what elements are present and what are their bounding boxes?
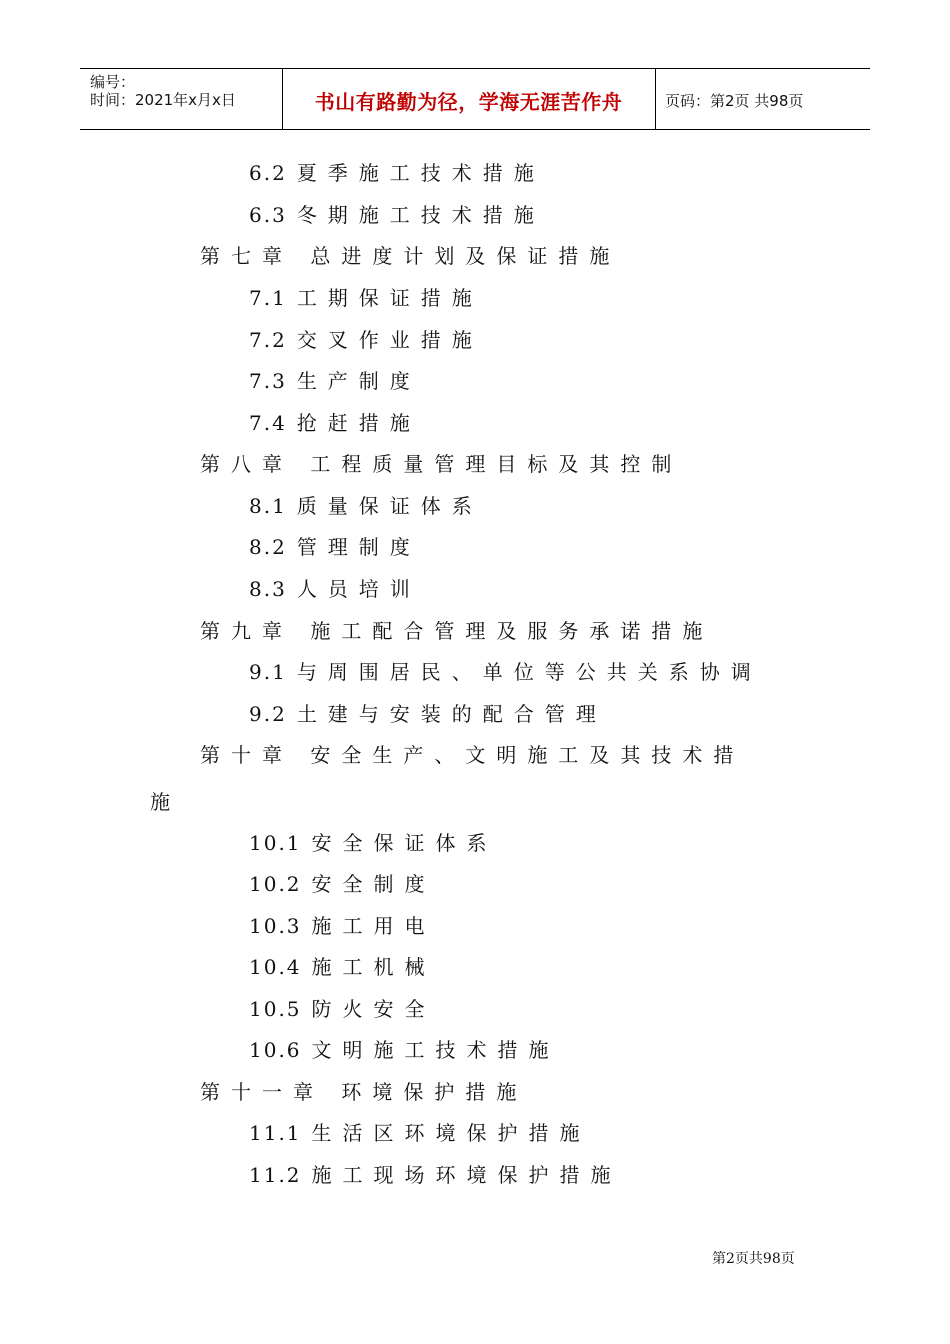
toc-item-number: 10.3 bbox=[249, 914, 302, 938]
toc-item-text: 与周围居民、单位等公共关系协调 bbox=[296, 660, 762, 684]
toc-chapter-text: 第九章 施工配合管理及服务承诺措施 bbox=[200, 619, 714, 643]
toc-item-number: 8.2 bbox=[249, 535, 287, 559]
toc-item-text: 冬期施工技术措施 bbox=[296, 203, 545, 227]
toc-item bbox=[249, 914, 436, 938]
toc-item bbox=[249, 161, 545, 185]
toc-item bbox=[249, 535, 421, 559]
toc-item-number: 7.2 bbox=[249, 328, 287, 352]
time-label: 时间：2021年x月x日 bbox=[90, 91, 236, 109]
toc-chapter-text: 第十章 安全生产、文明施工及其技术措 bbox=[200, 743, 745, 767]
toc-item-number: 11.2 bbox=[249, 1163, 302, 1187]
toc-item-text: 质量保证体系 bbox=[296, 494, 483, 518]
toc-item-number: 8.1 bbox=[249, 494, 287, 518]
toc-chapter bbox=[200, 743, 744, 767]
toc-item-number: 10.1 bbox=[249, 831, 302, 855]
toc-item-text: 安全制度 bbox=[311, 872, 436, 896]
toc-chapter-text: 施 bbox=[150, 790, 181, 814]
toc-item-number: 8.3 bbox=[249, 577, 287, 601]
toc-chapter bbox=[200, 452, 682, 476]
toc-item-text: 工期保证措施 bbox=[296, 286, 483, 310]
header-info-cell bbox=[80, 69, 283, 129]
toc-item-text: 施工用电 bbox=[311, 914, 436, 938]
toc-item bbox=[249, 1163, 622, 1187]
toc-chapter-continuation bbox=[150, 790, 181, 814]
toc-item-text: 防火安全 bbox=[311, 997, 436, 1021]
toc-item bbox=[249, 872, 436, 896]
toc-item-number: 9.2 bbox=[249, 702, 287, 726]
toc-item bbox=[249, 702, 607, 726]
toc-item bbox=[249, 1038, 560, 1062]
toc-item-text: 管理制度 bbox=[296, 535, 421, 559]
toc-item-number: 6.2 bbox=[249, 161, 287, 185]
toc-item-number: 11.1 bbox=[249, 1121, 302, 1145]
header-page-cell bbox=[655, 69, 870, 129]
toc-item bbox=[249, 328, 483, 352]
toc-item-number: 7.1 bbox=[249, 286, 287, 310]
toc-item-number: 7.4 bbox=[249, 411, 287, 435]
toc-item-number: 6.3 bbox=[249, 203, 287, 227]
number-label: 编号： bbox=[90, 73, 136, 91]
header-page-info: 页码：第2页 共98页 bbox=[665, 92, 804, 110]
toc-item-text: 安全保证体系 bbox=[311, 831, 498, 855]
toc-chapter bbox=[200, 619, 713, 643]
toc-chapter-text: 第七章 总进度计划及保证措施 bbox=[200, 244, 621, 268]
toc-chapter-text: 第十一章 环境保护措施 bbox=[200, 1080, 528, 1104]
toc-item-text: 施工现场环境保护措施 bbox=[311, 1163, 622, 1187]
toc-item bbox=[249, 203, 545, 227]
toc-item bbox=[249, 369, 421, 393]
toc-item-number: 10.2 bbox=[249, 872, 302, 896]
toc-chapter bbox=[200, 244, 620, 268]
toc-item-number: 10.6 bbox=[249, 1038, 302, 1062]
toc-item-text: 生产制度 bbox=[296, 369, 421, 393]
toc-item bbox=[249, 997, 436, 1021]
toc-item bbox=[249, 955, 436, 979]
toc-item-number: 9.1 bbox=[249, 660, 287, 684]
toc-item bbox=[249, 577, 421, 601]
toc-item-number: 10.4 bbox=[249, 955, 302, 979]
toc-item-number: 10.5 bbox=[249, 997, 302, 1021]
toc-item bbox=[249, 660, 762, 684]
toc-item bbox=[249, 286, 483, 310]
toc-item-text: 文明施工技术措施 bbox=[311, 1038, 560, 1062]
toc-item-text: 抢赶措施 bbox=[296, 411, 421, 435]
toc-item-text: 土建与安装的配合管理 bbox=[296, 702, 607, 726]
footer-page-info: 第2页共98页 bbox=[712, 1251, 795, 1267]
toc-item-number: 7.3 bbox=[249, 369, 287, 393]
toc-chapter bbox=[200, 1080, 527, 1104]
toc-item bbox=[249, 831, 498, 855]
toc-item-text: 施工机械 bbox=[311, 955, 436, 979]
header-motto: 书山有路勤为径，学海无涯苦作舟 bbox=[314, 90, 623, 114]
toc-item-text: 交叉作业措施 bbox=[296, 328, 483, 352]
toc-item bbox=[249, 411, 421, 435]
toc-item-text: 人员培训 bbox=[296, 577, 421, 601]
toc-item-text: 夏季施工技术措施 bbox=[296, 161, 545, 185]
header-motto-cell bbox=[282, 69, 656, 129]
toc-item bbox=[249, 494, 483, 518]
toc-chapter-text: 第八章 工程质量管理目标及其控制 bbox=[200, 452, 683, 476]
toc-item bbox=[249, 1121, 591, 1145]
page-header bbox=[80, 68, 870, 130]
toc-item-text: 生活区环境保护措施 bbox=[311, 1121, 591, 1145]
